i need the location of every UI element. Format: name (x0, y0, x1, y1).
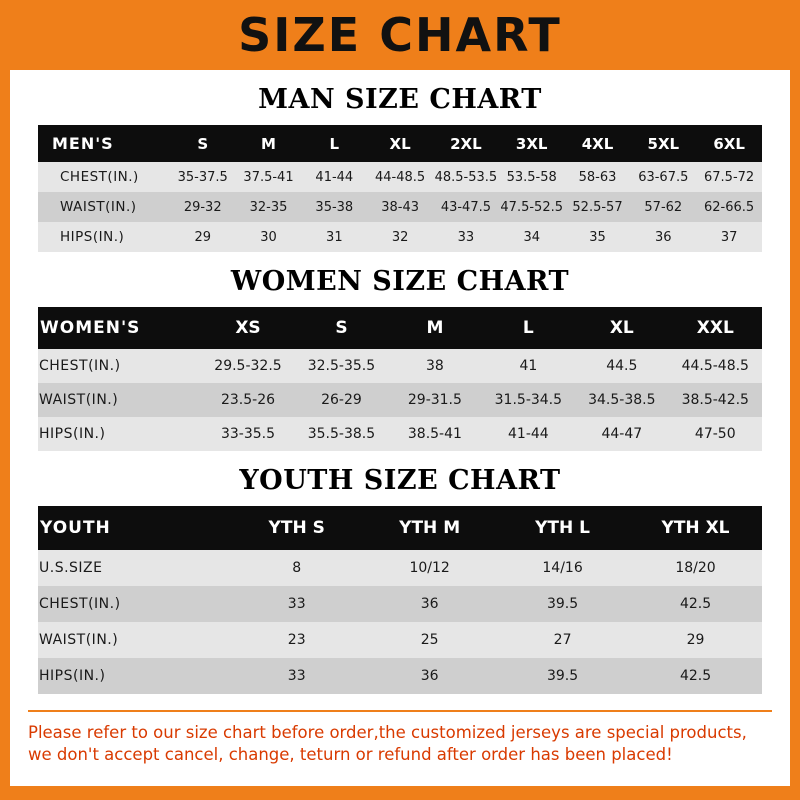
row-label: HIPS(IN.) (38, 417, 201, 451)
table-cell: 44-47 (575, 417, 668, 451)
table-cell: 23 (230, 622, 363, 658)
column-header: S (335, 318, 348, 338)
column-header: S (197, 134, 209, 153)
table-cell: 29.5-32.5 (201, 349, 294, 383)
table-cell: 38 (388, 349, 481, 383)
notice-line-1: Please refer to our size chart before order,the customized jerseys are special products, (28, 723, 747, 742)
notice-text (28, 710, 772, 767)
table-cell: 53.5-58 (499, 162, 565, 192)
table-header-row (38, 125, 762, 162)
page-title: SIZE CHART (238, 8, 562, 62)
row-label: HIPS(IN.) (38, 658, 230, 694)
column-header: L (329, 134, 340, 153)
row-label: WAIST(IN.) (38, 383, 201, 417)
column-header: YTH L (535, 518, 591, 538)
section-title-youth: YOUTH SIZE CHART (239, 465, 561, 496)
table-cell: 8 (230, 550, 363, 586)
table-row (38, 383, 762, 417)
table-cell: 47-50 (669, 417, 762, 451)
column-header: 2XL (450, 134, 482, 153)
table-cell: 14/16 (496, 550, 629, 586)
table-cell: 18/20 (629, 550, 762, 586)
table-row (38, 349, 762, 383)
table-cell: 33 (230, 658, 363, 694)
youth-size-table (38, 506, 762, 694)
table-cell: 47.5-52.5 (499, 192, 565, 222)
table-cell: 52.5-57 (565, 192, 631, 222)
table-cell: 44-48.5 (367, 162, 433, 192)
section-title-women: WOMEN SIZE CHART (230, 266, 570, 297)
column-header: M (426, 318, 444, 338)
table-cell: 31.5-34.5 (482, 383, 575, 417)
table-cell: 41-44 (482, 417, 575, 451)
row-label: CHEST(IN.) (38, 162, 170, 192)
notice-line-2: we don't accept cancel, change, teturn or refund after order has been placed! (28, 745, 673, 765)
table-cell: 36 (363, 586, 496, 622)
table-cell: 43-47.5 (433, 192, 499, 222)
column-header: L (522, 318, 534, 338)
table-cell: 67.5-72 (696, 162, 762, 192)
table-cell: 29-31.5 (388, 383, 481, 417)
table-cell: 33-35.5 (201, 417, 294, 451)
column-header: MEN'S (52, 134, 114, 153)
table-row (38, 622, 762, 658)
table-header-row (38, 307, 762, 349)
table-cell: 44.5 (575, 349, 668, 383)
row-label: WAIST(IN.) (38, 192, 170, 222)
table-cell: 23.5-26 (201, 383, 294, 417)
table-cell: 62-66.5 (696, 192, 762, 222)
table-header-row (38, 506, 762, 550)
table-cell: 38.5-41 (388, 417, 481, 451)
header-banner (0, 0, 800, 70)
table-cell: 31 (301, 222, 367, 252)
column-header: XL (389, 134, 411, 153)
table-cell: 41 (482, 349, 575, 383)
table-row (38, 222, 762, 252)
table-cell: 37.5-41 (236, 162, 302, 192)
table-cell: 63-67.5 (630, 162, 696, 192)
row-label: U.S.SIZE (38, 550, 230, 586)
table-cell: 57-62 (630, 192, 696, 222)
table-row (38, 658, 762, 694)
table-cell: 10/12 (363, 550, 496, 586)
table-cell: 41-44 (301, 162, 367, 192)
table-cell: 29-32 (170, 192, 236, 222)
table-cell: 37 (696, 222, 762, 252)
table-cell: 42.5 (629, 658, 762, 694)
column-header: XS (235, 318, 261, 338)
section-man (10, 84, 790, 252)
women-size-table (38, 307, 762, 451)
row-label: CHEST(IN.) (38, 586, 230, 622)
table-cell: 34.5-38.5 (575, 383, 668, 417)
column-header: 5XL (647, 134, 680, 153)
table-cell: 39.5 (496, 586, 629, 622)
column-header: XXL (696, 318, 734, 338)
column-header: M (261, 134, 276, 153)
table-row (38, 162, 762, 192)
footer-banner (0, 786, 800, 800)
table-cell: 33 (433, 222, 499, 252)
table-cell: 36 (630, 222, 696, 252)
table-cell: 34 (499, 222, 565, 252)
table-cell: 38.5-42.5 (669, 383, 762, 417)
man-size-table (38, 125, 762, 252)
table-cell: 29 (170, 222, 236, 252)
column-header: YTH S (268, 518, 325, 538)
section-youth (10, 465, 790, 694)
column-header: 6XL (713, 134, 745, 153)
column-header: 4XL (581, 134, 614, 153)
table-cell: 26-29 (295, 383, 388, 417)
table-cell: 35 (565, 222, 631, 252)
table-cell: 35-37.5 (170, 162, 236, 192)
row-label: WAIST(IN.) (38, 622, 230, 658)
column-header: YTH M (399, 518, 461, 538)
table-cell: 58-63 (565, 162, 631, 192)
column-header: 3XL (515, 134, 548, 153)
table-cell: 38-43 (367, 192, 433, 222)
row-label: HIPS(IN.) (38, 222, 170, 252)
table-cell: 35-38 (301, 192, 367, 222)
column-header: WOMEN'S (40, 318, 141, 338)
section-title-man: MAN SIZE CHART (258, 84, 542, 115)
table-cell: 35.5-38.5 (295, 417, 388, 451)
table-cell: 27 (496, 622, 629, 658)
table-cell: 29 (629, 622, 762, 658)
table-cell: 32 (367, 222, 433, 252)
table-cell: 30 (236, 222, 302, 252)
column-header: YTH XL (661, 518, 730, 538)
table-cell: 25 (363, 622, 496, 658)
table-row (38, 417, 762, 451)
table-cell: 36 (363, 658, 496, 694)
table-cell: 32-35 (236, 192, 302, 222)
section-women (10, 266, 790, 451)
table-cell: 33 (230, 586, 363, 622)
table-cell: 39.5 (496, 658, 629, 694)
column-header: XL (609, 318, 634, 338)
row-label: CHEST(IN.) (38, 349, 201, 383)
table-row (38, 550, 762, 586)
table-cell: 32.5-35.5 (295, 349, 388, 383)
table-cell: 44.5-48.5 (669, 349, 762, 383)
table-row (38, 192, 762, 222)
table-row (38, 586, 762, 622)
table-cell: 42.5 (629, 586, 762, 622)
column-header: YOUTH (40, 518, 111, 538)
table-cell: 48.5-53.5 (433, 162, 499, 192)
